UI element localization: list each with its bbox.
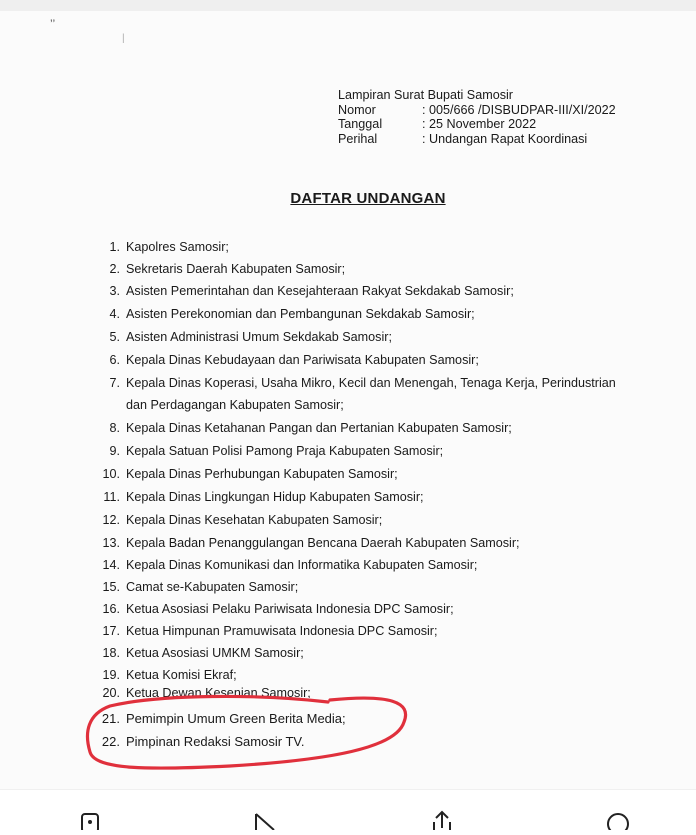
list-item-number: 5. <box>109 330 120 344</box>
list-item-number: 7. <box>109 376 120 390</box>
list-item-text: Asisten Perekonomian dan Pembangunan Sekdakab Samosir; <box>126 307 475 321</box>
scan-speck: | <box>122 33 125 44</box>
list-item-number: 19. <box>102 668 120 682</box>
list-item-number: 12. <box>102 513 120 527</box>
list-item-number: 20. <box>102 686 120 698</box>
list-item-number: 4. <box>109 307 120 321</box>
lampiran-heading: Lampiran Surat Bupati Samosir <box>338 88 513 102</box>
list-item-text: Kepala Dinas Koperasi, Usaha Mikro, Kecil dan Menengah, Tenaga Kerja, Perindustrian <box>126 376 616 390</box>
list-item-text: Ketua Komisi Ekraf; <box>126 668 237 682</box>
lampiran-block <box>338 88 616 146</box>
list-item-text: Ketua Dewan Kesenian Samosir; <box>126 686 311 698</box>
list-item-number: 17. <box>102 624 120 638</box>
page-title: DAFTAR UNDANGAN <box>290 190 446 207</box>
list-item-text: Camat se-Kabupaten Samosir; <box>126 580 299 594</box>
list-item-text: Ketua Asosiasi UMKM Samosir; <box>126 646 304 660</box>
list-item-text: Sekretaris Daerah Kabupaten Samosir; <box>126 262 346 276</box>
list-item-text: Kapolres Samosir; <box>126 240 229 254</box>
list-item-number: 14. <box>102 558 120 572</box>
list-item-text: Kepala Badan Penanggulangan Bencana Daerah Kabupaten Samosir; <box>126 536 520 550</box>
list-item-text: Pemimpin Umum Green Berita Media; <box>126 711 346 726</box>
list-item-number: 9. <box>109 444 120 458</box>
top-status-strip <box>0 0 696 11</box>
list-item-text: Ketua Himpunan Pramuwisata Indonesia DPC Samosir; <box>126 624 438 638</box>
circle-icon[interactable] <box>606 808 630 830</box>
list-item-number: 18. <box>102 646 120 660</box>
lampiran-label: Nomor <box>338 102 376 117</box>
lampiran-label: Perihal <box>338 131 378 146</box>
list-item-text: Kepala Dinas Ketahanan Pangan dan Pertanian Kabupaten Samosir; <box>126 421 512 435</box>
list-item-number: 22. <box>101 734 120 749</box>
lampiran-value: : 005/⁠666 /DISBUDPAR-III/XI/2022 <box>422 102 616 117</box>
list-item-text-continued: dan Perdagangan Kabupaten Samosir; <box>126 398 344 412</box>
list-item-number: 21. <box>101 711 120 726</box>
lampiran-row-tanggal <box>338 117 616 132</box>
list-item-text: Asisten Pemerintahan dan Kesejahteraan Rakyat Sekdakab Samosir; <box>126 284 514 298</box>
share-icon[interactable] <box>430 808 454 830</box>
list-item-number: 13. <box>102 536 120 550</box>
lampiran-label: Tanggal <box>338 117 383 132</box>
list-item-text: Ketua Asosiasi Pelaku Pariwisata Indonesia DPC Samosir; <box>126 602 454 616</box>
lampiran-row-nomor <box>338 103 616 118</box>
list-item-number: 6. <box>109 353 120 367</box>
list-item-text: Kepala Satuan Polisi Pamong Praja Kabupaten Samosir; <box>126 444 444 458</box>
list-item-text: Asisten Administrasi Umum Sekdakab Samosir; <box>126 330 392 344</box>
list-item-text: Pimpinan Redaksi Samosir TV. <box>126 734 305 749</box>
lampiran-row-perihal <box>338 132 616 147</box>
list-item-number: 1. <box>109 240 120 254</box>
list-item-text: Kepala Dinas Kesehatan Kabupaten Samosir; <box>126 513 383 527</box>
list-item-number: 10. <box>102 467 120 481</box>
list-item-text: Kepala Dinas Kebudayaan dan Pariwisata Kabupaten Samosir; <box>126 353 479 367</box>
send-icon[interactable] <box>252 808 276 830</box>
list-item-number: 11. <box>103 490 120 504</box>
list-item-number: 8. <box>109 421 120 435</box>
list-item-number: 2. <box>109 262 120 276</box>
list-item-text: Kepala Dinas Lingkungan Hidup Kabupaten Samosir; <box>126 490 424 504</box>
list-item-text: Kepala Dinas Komunikasi dan Informatika Kabupaten Samosir; <box>126 558 478 572</box>
bottom-nav-bar <box>0 789 696 830</box>
list-item-number: 15. <box>102 580 120 594</box>
list-item-text: Kepala Dinas Perhubungan Kabupaten Samosir; <box>126 467 398 481</box>
lampiran-value: : Undangan Rapat Koordinasi <box>422 131 588 146</box>
list-item-number: 16. <box>102 602 120 616</box>
copy-icon[interactable] <box>78 808 102 830</box>
list-item-partially-hidden <box>98 686 338 698</box>
lampiran-value: : 25 November 2022 <box>422 117 537 132</box>
list-item-number: 3. <box>109 284 120 298</box>
scan-speck: ’’ <box>50 17 56 31</box>
